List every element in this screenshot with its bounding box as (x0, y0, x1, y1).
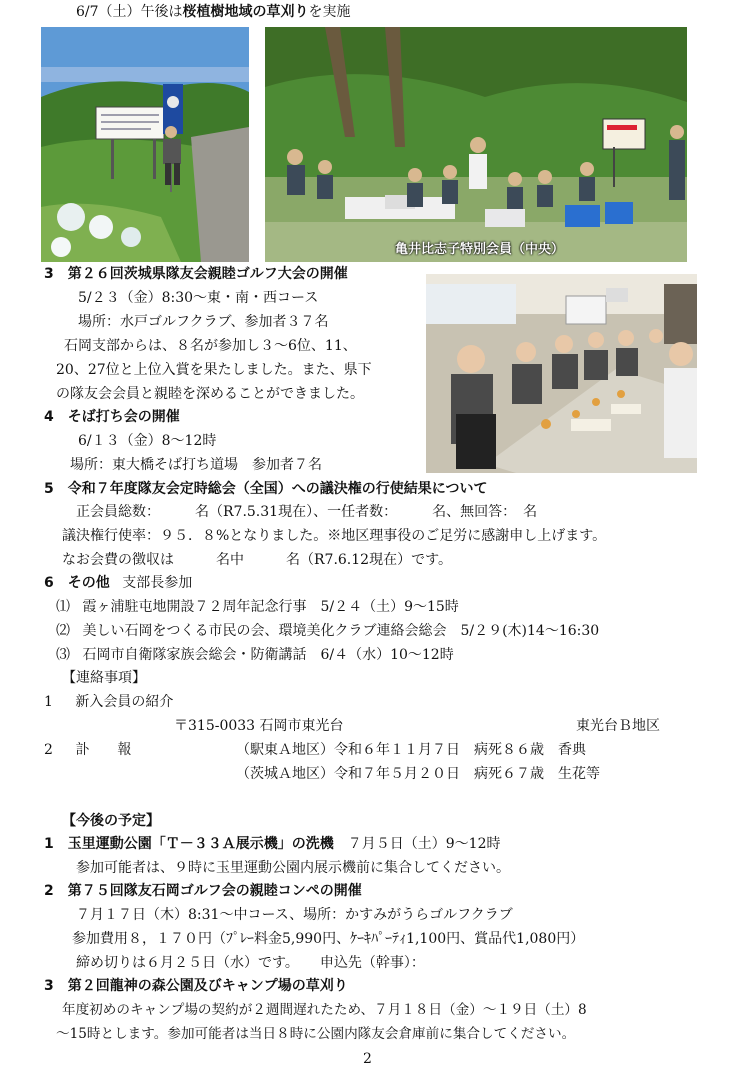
section3-line4: 20、27位と上位入賞を果たしました。また、県下 (56, 362, 372, 378)
schedule-item3-line1: 年度初めのキャンプ場の契約が２週間遅れたため、７月１８日（金）～１９日（土）8 (62, 1002, 587, 1018)
top-line-date: 6/7（土）午後は (76, 4, 183, 20)
section6-item-text: 美しい石岡をつくる市民の会、環境美化クラブ連絡会総会 5/２９(木)14～16:30 (82, 623, 600, 639)
section6-item-text: 霞ヶ浦駐屯地開設７２周年記念行事 5/２４（土）9～15時 (82, 599, 459, 615)
section6-item-3 (56, 646, 454, 665)
top-line-bold: 桜植樹地域の草刈り (182, 4, 309, 20)
section5-line3: なお会費の徴収は 名中 名（R7.6.12現在）です。 (62, 552, 452, 568)
contact-item1-district: 東光台Ｂ地区 (576, 718, 660, 734)
section3-line2: 場所：水戸ゴルフクラブ、参加者３７名 (78, 314, 329, 330)
schedule-item2-line3: 締め切りは６月２５日（水）です。 申込先（幹事）： (76, 955, 425, 971)
schedule-item2-heading: 2 第７５回隊友石岡ゴルフ会の親睦コンペの開催 (44, 883, 362, 899)
section3-line3: 石岡支部からは、８名が参加し３～6位、11、 (64, 338, 357, 354)
top-line (76, 3, 351, 22)
section6-heading-row (44, 574, 192, 593)
section3-line5: の隊友会会員と親睦を深めることができました。 (56, 386, 364, 402)
photo-group-mowing (265, 27, 687, 262)
contact-heading: 【連絡事項】 (62, 670, 146, 686)
schedule-item3-line2: ～15時とします。参加可能者は当日８時に公園内隊友会倉庫前に集合してください。 (56, 1026, 576, 1042)
section6-item-num: ⑵ (56, 623, 70, 639)
section5-heading: 5 令和７年度隊友会定時総会（全国）への議決権の行使結果について (44, 481, 488, 497)
section4-line2: 場所：東大橋そば打ち道場 参加者７名 (70, 457, 322, 473)
section6-item-num: ⑴ (56, 599, 70, 615)
contact-item1-num: 1 (44, 694, 53, 710)
section3-line1: 5/２３（金）8:30～東・南・西コース (78, 290, 319, 306)
obituary-2: （茨城Ａ地区）令和７年５月２０日 病死６７歳 生花等 (236, 766, 600, 782)
section3-heading: 3 第２６回茨城県隊友会親睦ゴルフ大会の開催 (44, 266, 348, 282)
schedule-item2-line1: ７月１７日（木）8:31～中コース、場所：かすみがうらゴルフクラブ (76, 907, 513, 923)
contact-item1-address: 〒315-0033 石岡市東光台 (174, 718, 344, 734)
schedule-item1-heading-row (44, 835, 500, 854)
section6-heading-note: 支部長参加 (122, 575, 193, 591)
photo-sign-volunteer (41, 27, 249, 262)
schedule-item1-date: ７月５日（土）9～12時 (347, 836, 501, 852)
photo-soba-party (426, 274, 697, 473)
section6-item-num: ⑶ (56, 647, 70, 663)
section4-heading: 4 そば打ち会の開催 (44, 409, 180, 425)
section6-item-1 (56, 598, 459, 617)
section6-heading: 6 その他 (44, 575, 110, 591)
contact-item2-title: 訃 報 (75, 742, 132, 758)
page-number: 2 (363, 1051, 372, 1067)
contact-item1 (44, 693, 173, 712)
section6-item-text: 石岡市自衛隊家族会総会・防衛講話 6/４（水）10～12時 (82, 647, 454, 663)
photo-caption: 亀井比志子特別会員（中央） (395, 242, 565, 257)
contact-item2 (44, 741, 131, 760)
section4-line1: 6/１３（金）8～12時 (78, 433, 217, 449)
schedule-heading: 【今後の予定】 (62, 813, 160, 829)
section5-line1: 正会員総数： 名（R7.5.31現在）、一任者数： 名、無回答： 名 (76, 504, 538, 520)
section5-line2: 議決権行使率：９５．８%となりました。※地区理事役のご足労に感謝申し上げます。 (62, 528, 607, 544)
schedule-item3-heading: 3 第２回龍神の森公園及びキャンプ場の草刈り (44, 978, 348, 994)
contact-item2-num: 2 (44, 742, 53, 758)
schedule-item2-line2: 参加費用８，１７０円（ﾌﾟﾚｰ料金5,990円、ｹｰｷﾊﾟｰﾃｨ1,100円、賞品代1,080円） (72, 931, 585, 947)
section6-item-2 (56, 622, 599, 641)
contact-item1-title: 新入会員の紹介 (75, 694, 174, 710)
schedule-item1-line1: 参加可能者は、９時に玉里運動公園内展示機前に集合してください。 (76, 860, 510, 876)
obituary-1: （駅東Ａ地区）令和６年１１月７日 病死８６歳 香典 (236, 742, 586, 758)
schedule-item1-heading: 1 玉里運動公園「Ｔ－３３Ａ展示機」の洗機 (44, 836, 348, 852)
top-line-end: を実施 (308, 4, 351, 20)
